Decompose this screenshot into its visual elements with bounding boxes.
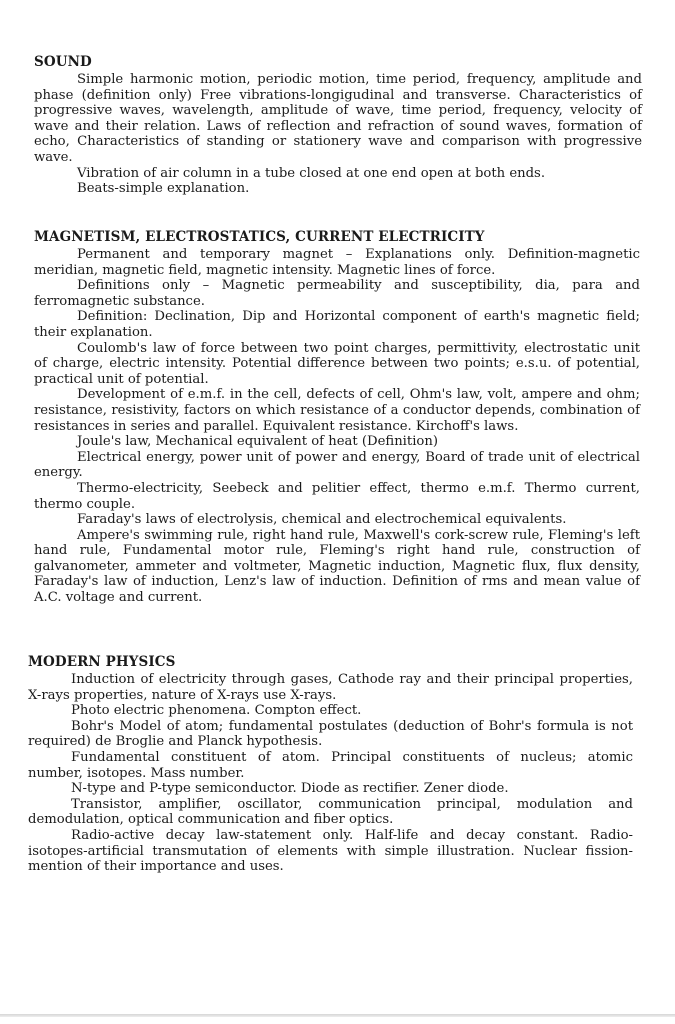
paragraph: Thermo-electricity, Seebeck and pelitier effect, thermo e.m.f. Thermo current, thermo couple. bbox=[34, 480, 640, 512]
section-sound bbox=[0, 54, 675, 197]
paragraph: Coulomb's law of force between two point charges, permittivity, electrostatic unit of charge, electric intensity. Potential difference between two points; e.s.u. of potential, practical unit of potential. bbox=[34, 340, 640, 387]
paragraph: Permanent and temporary magnet – Explanations only. Definition-magnetic meridian, magnetic field, magnetic intensity. Magnetic lines of force. bbox=[34, 247, 640, 278]
section-heading: MAGNETISM, ELECTROSTATICS, CURRENT ELECTRICITY bbox=[34, 229, 485, 245]
paragraph: Photo electric phenomena. Compton effect. bbox=[71, 703, 362, 719]
page-bottom-edge bbox=[0, 1014, 675, 1017]
paragraph: Definitions only – Magnetic permeability and susceptibility, dia, para and ferromagnetic substance. bbox=[34, 278, 640, 309]
paragraph: Transistor, amplifier, oscillator, communication principal, modulation and demodulation, optical communication and fiber optics. bbox=[28, 796, 633, 828]
paragraph: Simple harmonic motion, periodic motion, time period, frequency, amplitude and phase (definition only) Free vibrations-longigudinal and transverse. Characteristics of progressive waves, wavelength, amplitude of wave, time period, frequency, velocity of wave and their relation. Laws of reflection and refraction of sound waves, formation of echo, Characteristics of standing or stationery wave and comparison with progressive wave. bbox=[34, 72, 642, 165]
section-heading: SOUND bbox=[34, 54, 92, 70]
section-heading: MODERN PHYSICS bbox=[28, 654, 176, 670]
paragraph: N-type and P-type semiconductor. Diode as rectifier. Zener diode. bbox=[71, 781, 509, 797]
paragraph: Definition: Declination, Dip and Horizontal component of earth's magnetic field; their explanation. bbox=[34, 309, 640, 340]
paragraph: Bohr's Model of atom; fundamental postulates (deduction of Bohr's formula is not required) de Broglie and Planck hypothesis. bbox=[28, 718, 633, 750]
paragraph: Radio-active decay law-statement only. Half-life and decay constant. Radio-isotopes-artificial transmutation of elements with simple illustration. Nuclear fission-mention of their importance and uses. bbox=[28, 827, 633, 875]
paragraph: Vibration of air column in a tube closed at one end open at both ends. bbox=[77, 165, 546, 181]
section-magnetism bbox=[0, 229, 675, 606]
paragraph: Induction of electricity through gases, Cathode ray and their principal properties, X-rays properties, nature of X-rays use X-rays. bbox=[28, 672, 633, 703]
paragraph: Faraday's laws of electrolysis, chemical and electrochemical equivalents. bbox=[77, 512, 567, 528]
paragraph: Ampere's swimming rule, right hand rule, Maxwell's cork-screw rule, Fleming's left hand rule, Fundamental motor rule, Fleming's right hand rule, construction of galvanometer, ammeter and voltmeter, Magnetic induction, Magnetic flux, flux density, Faraday's law of induction, Lenz's law of induction. Definition of rms and mean value of A.C. voltage and current. bbox=[34, 527, 640, 606]
paragraph: Beats-simple explanation. bbox=[77, 181, 250, 197]
section-modern-physics bbox=[0, 654, 675, 875]
paragraph: Electrical energy, power unit of power and energy, Board of trade unit of electrical energy. bbox=[34, 449, 640, 481]
paragraph: Fundamental constituent of atom. Principal constituents of nucleus; atomic number, isotopes. Mass number. bbox=[28, 749, 633, 781]
paragraph: Joule's law, Mechanical equivalent of heat (Definition) bbox=[77, 434, 438, 450]
paragraph: Development of e.m.f. in the cell, defects of cell, Ohm's law, volt, ampere and ohm; resistance, resistivity, factors on which resistance of a conductor depends, combination of resistances in series and parallel. Equivalent resistance. Kirchoff's laws. bbox=[34, 387, 640, 434]
